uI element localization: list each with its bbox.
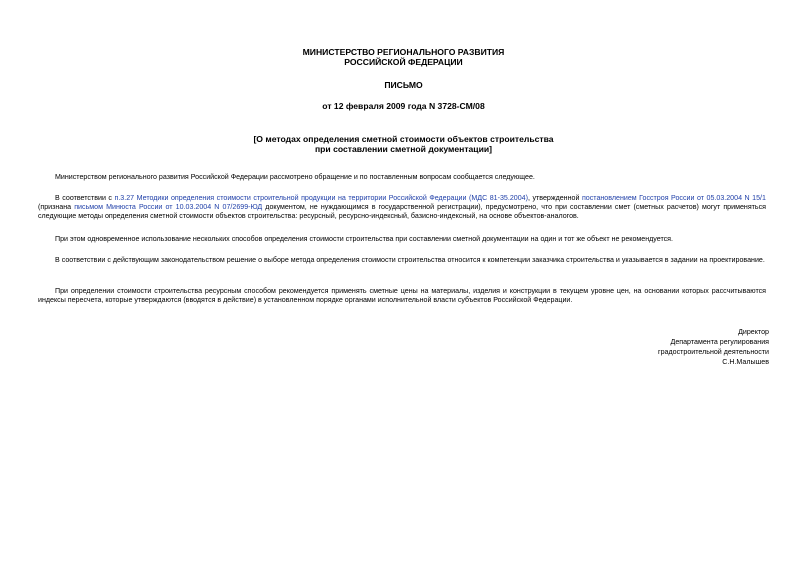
paragraph-2-intro: В соответствии с bbox=[55, 194, 115, 202]
paragraph-2-mid-2: (признана bbox=[38, 203, 75, 211]
signature-department: Департамента регулирования bbox=[670, 338, 769, 346]
paragraph-5: При определении стоимости строительства ресурсным способом рекомендуется применять сметные цены на материалы, изделия и конструкции в текущем уровне цен, на основании которых рассчитываются индексы пересчета, которые утверждаются (вводятся в действие) в установленном порядке органами исполнительной власти субъектов Российской Федерации. bbox=[38, 287, 766, 304]
paragraph-2-rest: документом, не нуждающимся в государственной регистрации), предусмотрено, что при составлении смет (сметных расчетов) могут применяться следующие методы определения сметной стоимости объектов строительства: ресурсный, ресурсно-индексный, базисно-индексный, на основе объектов-аналогов. bbox=[38, 203, 766, 220]
paragraph-2 bbox=[38, 194, 766, 221]
organization-line-2: РОССИЙСКОЙ ФЕДЕРАЦИИ bbox=[344, 57, 463, 67]
signature-block bbox=[658, 327, 769, 367]
paragraph-3: При этом одновременное использование нескольких способов определения стоимости строительства при составлении сметной документации на один и тот же объект не рекомендуется. bbox=[55, 235, 673, 243]
title-line-1: [О методах определения сметной стоимости объектов строительства bbox=[253, 134, 554, 144]
signatory-name: С.Н.Малышев bbox=[722, 358, 769, 366]
document-type: ПИСЬМО bbox=[384, 80, 423, 90]
issuing-organization bbox=[0, 47, 807, 67]
link-minjust-letter[interactable]: письмом Минюста России от 10.03.2004 N 07/2699-ЮД bbox=[74, 203, 263, 211]
paragraph-1: Министерством регионального развития Российской Федерации рассмотрено обращение и по поставленным вопросам сообщается следующее. bbox=[55, 173, 535, 181]
title-line-2: при составлении сметной документации] bbox=[314, 144, 493, 154]
organization-line-1: МИНИСТЕРСТВО РЕГИОНАЛЬНОГО РАЗВИТИЯ bbox=[302, 47, 505, 57]
paragraph-4: В соответствии с действующим законодательством решение о выборе метода определения стоимости строительства относится к компетенции заказчика строительства и указывается в задании на проектирование. bbox=[55, 256, 765, 264]
paragraph-2-mid-1: , утвержденной bbox=[527, 194, 582, 202]
document-title bbox=[0, 134, 807, 154]
signature-department-scope: градостроительной деятельности bbox=[658, 348, 769, 356]
link-mds-81-35[interactable]: (МДС 81-35.2004) bbox=[469, 194, 528, 202]
signature-position: Директор bbox=[738, 328, 769, 336]
document-date-number: от 12 февраля 2009 года N 3728-СМ/08 bbox=[322, 101, 485, 111]
link-gosstroy-resolution[interactable]: постановлением Госстроя России от 05.03.2004 N 15/1 bbox=[581, 194, 766, 202]
link-methodology-clause[interactable]: п.3.27 Методики определения стоимости строительной продукции на территории Российской Федерации bbox=[114, 194, 467, 202]
